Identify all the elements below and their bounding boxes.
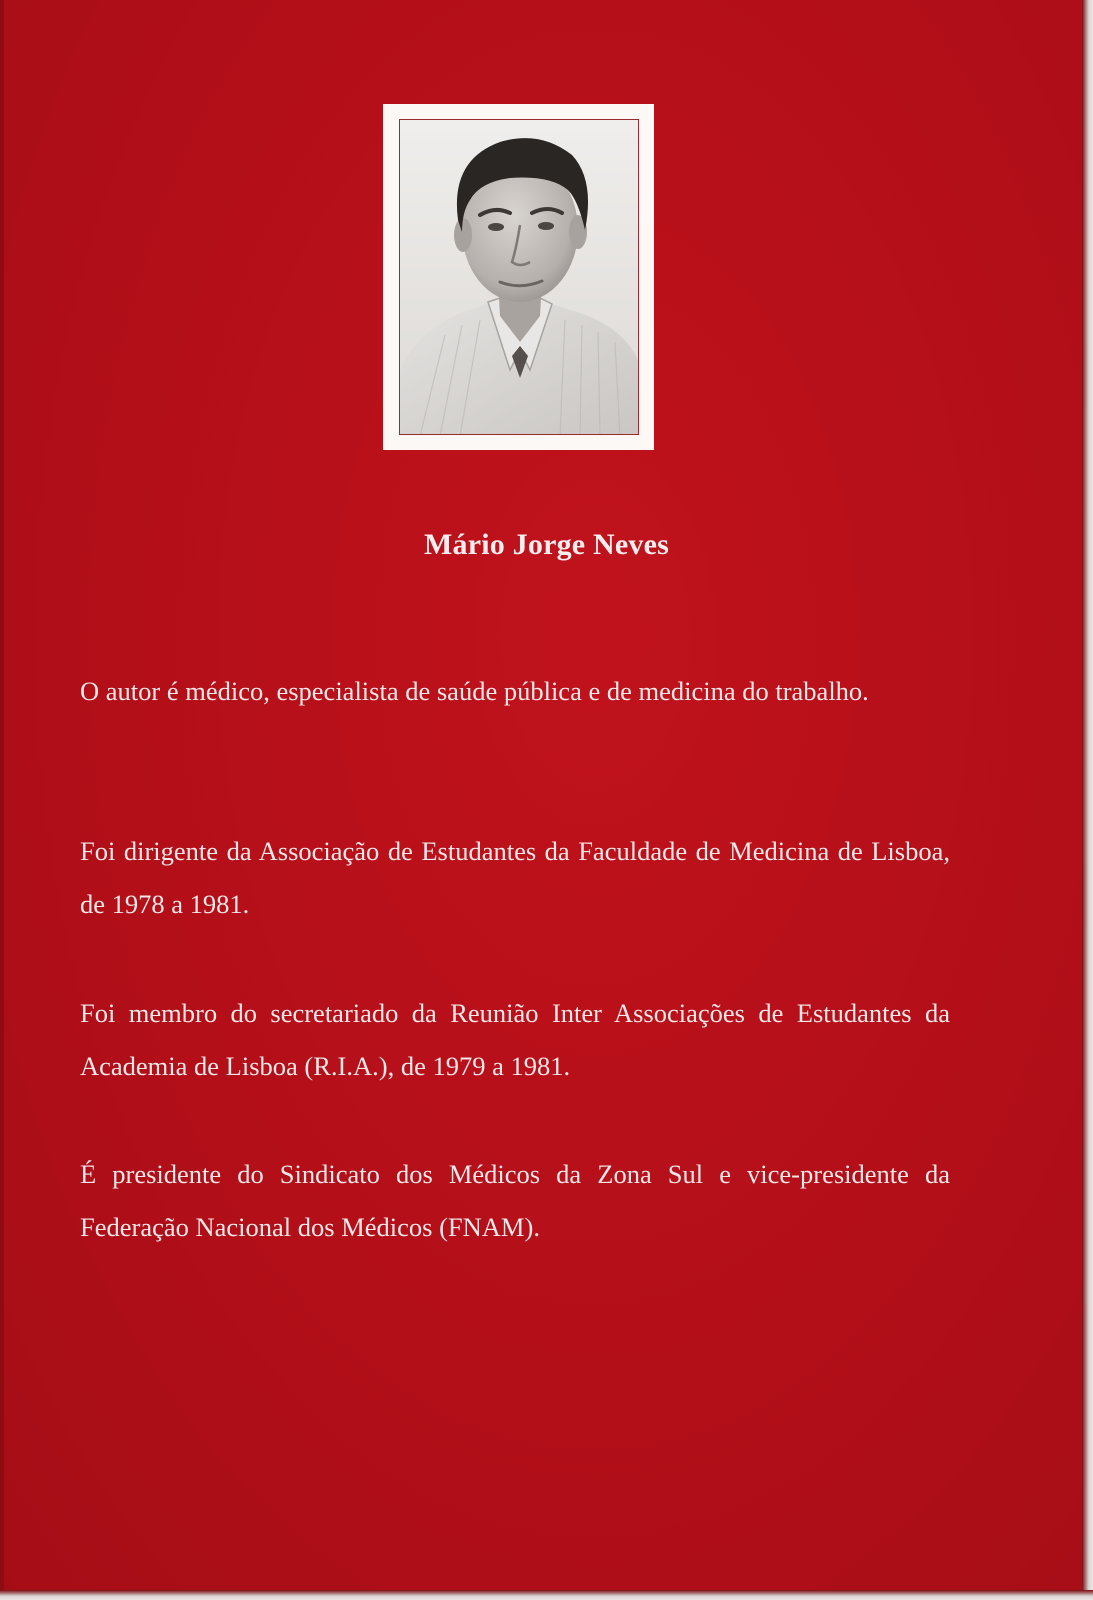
page-edge-right [1082,0,1093,1600]
author-photo [399,119,639,435]
page-edge-bottom [0,1590,1093,1600]
bio-paragraph-2: Foi dirigente da Associação de Estudantes da Faculdade de Medicina de Lisboa, de 1978 a 1981. [80,836,950,919]
author-name: Mário Jorge Neves [424,528,669,561]
author-photo-frame [383,104,654,450]
bio-paragraph-3: Foi membro do secretariado da Reunião Inter Associações de Estudantes da Academia de Lisboa (R.I.A.), de 1979 a 1981. [80,998,950,1081]
bio-paragraph-4: É presidente do Sindicato dos Médicos da Zona Sul e vice-presidente da Federação Nacional dos Médicos (FNAM). [80,1159,950,1242]
author-portrait-icon [400,120,639,435]
bio-paragraph-1: O autor é médico, especialista de saúde pública e de medicina do trabalho. [80,676,869,706]
